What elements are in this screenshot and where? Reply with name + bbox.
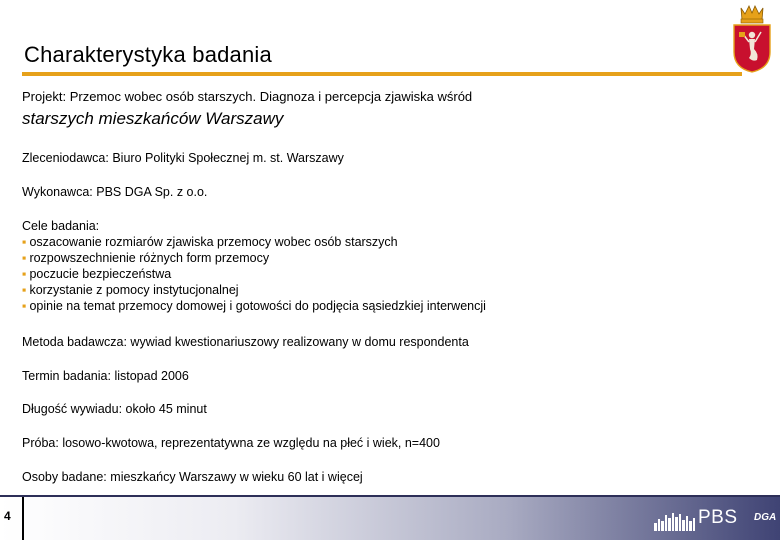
sample-value: losowo-kwotowa, reprezentatywna ze względu na płeć i wiek, n=400 bbox=[62, 436, 440, 450]
bullet-icon: ▪ bbox=[22, 283, 27, 297]
goals-list bbox=[22, 234, 486, 314]
skyline-icon bbox=[654, 509, 696, 531]
method-value: wywiad kwestionariuszowy realizowany w domu respondenta bbox=[130, 335, 469, 349]
logo-suffix: DGA bbox=[754, 512, 777, 523]
project-label: Projekt: bbox=[22, 89, 67, 104]
warsaw-coat-of-arms-icon bbox=[729, 4, 775, 74]
sample-row bbox=[22, 435, 440, 451]
project-block bbox=[22, 86, 722, 130]
term-label: Termin badania: bbox=[22, 369, 111, 383]
project-title-line1: Przemoc wobec osób starszych. Diagnoza i percepcja zjawiska wśród bbox=[69, 89, 473, 104]
goals-block bbox=[22, 218, 486, 314]
slide-title: Charakterystyka badania bbox=[24, 42, 272, 67]
footer-separator bbox=[0, 495, 780, 497]
page-number-divider bbox=[22, 497, 24, 540]
method-label: Metoda badawcza: bbox=[22, 335, 127, 349]
method-row bbox=[22, 334, 469, 350]
client-label: Zleceniodawca: bbox=[22, 151, 109, 165]
bullet-icon: ▪ bbox=[22, 299, 27, 313]
list-item: ▪ korzystanie z pomocy instytucjonalnej bbox=[22, 283, 239, 297]
duration-value: około 45 minut bbox=[125, 402, 207, 416]
list-item: ▪ rozpowszechnienie różnych form przemocy bbox=[22, 251, 270, 265]
duration-label: Długość wywiadu: bbox=[22, 402, 123, 416]
respondents-value: mieszkańcy Warszawy w wieku 60 lat i więcej bbox=[110, 470, 363, 484]
logo-text: PBS bbox=[698, 507, 738, 528]
term-row bbox=[22, 368, 189, 384]
contractor-value: PBS DGA Sp. z o.o. bbox=[96, 185, 208, 199]
respondents-row bbox=[22, 469, 363, 485]
client-value: Biuro Polityki Społecznej m. st. Warszawy bbox=[112, 151, 344, 165]
list-item: ▪ opinie na temat przemocy domowej i gotowości do podjęcia sąsiedzkiej interwencji bbox=[22, 299, 486, 313]
list-item: ▪ oszacowanie rozmiarów zjawiska przemocy wobec osób starszych bbox=[22, 235, 398, 249]
term-value: listopad 2006 bbox=[114, 369, 189, 383]
sample-label: Próba: bbox=[22, 436, 59, 450]
project-title-line2: starszych mieszkańców Warszawy bbox=[22, 109, 284, 128]
page-number: 4 bbox=[4, 509, 11, 523]
bullet-icon: ▪ bbox=[22, 251, 27, 265]
bullet-icon: ▪ bbox=[22, 267, 27, 281]
bullet-icon: ▪ bbox=[22, 235, 27, 249]
respondents-label: Osoby badane: bbox=[22, 470, 107, 484]
duration-row bbox=[22, 401, 207, 417]
list-item: ▪ poczucie bezpieczeństwa bbox=[22, 267, 172, 281]
contractor-label: Wykonawca: bbox=[22, 185, 93, 199]
contractor-row bbox=[22, 184, 207, 200]
goals-label: Cele badania: bbox=[22, 219, 100, 233]
title-rule bbox=[22, 72, 742, 76]
client-row bbox=[22, 150, 344, 166]
